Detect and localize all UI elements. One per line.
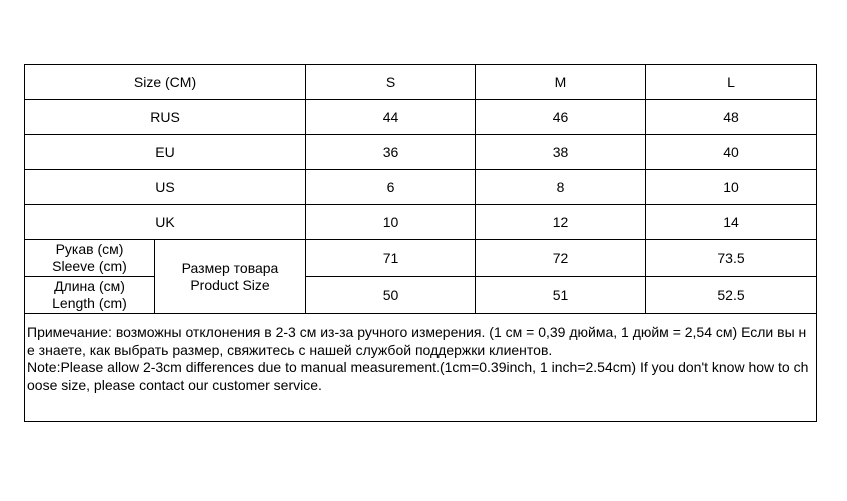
note-cell <box>25 314 817 422</box>
row-label: US <box>25 170 306 205</box>
header-label-cell: Size (CM) <box>25 65 306 100</box>
sleeve-value: 72 <box>476 240 646 277</box>
row-label: RUS <box>25 100 306 135</box>
row-label: EU <box>25 135 306 170</box>
row-eu <box>25 135 817 170</box>
row-value: 12 <box>476 205 646 240</box>
row-label: UK <box>25 205 306 240</box>
sleeve-label-cell <box>25 240 155 277</box>
row-value: 10 <box>646 170 817 205</box>
length-label-ru: Длина (см) <box>54 278 125 294</box>
length-value: 50 <box>306 277 476 314</box>
sleeve-label-ru: Рукав (см) <box>55 241 124 257</box>
product-size-label-en: Product Size <box>190 276 270 293</box>
sleeve-value: 73.5 <box>646 240 817 277</box>
header-size-l: L <box>646 65 817 100</box>
length-label-en: Length (cm) <box>52 295 127 311</box>
header-size-s: S <box>306 65 476 100</box>
row-value: 6 <box>306 170 476 205</box>
row-sleeve <box>25 240 817 277</box>
header-row <box>25 65 817 100</box>
note-text-en: Note:Please allow 2-3cm differences due to manual measurement.(1cm=0.39inch, 1 inch=2.54cm) If you don't know how to choose size, please contact our customer service. <box>27 359 809 393</box>
row-value: 10 <box>306 205 476 240</box>
row-rus <box>25 100 817 135</box>
row-value: 46 <box>476 100 646 135</box>
product-size-cell <box>155 240 306 314</box>
row-value: 38 <box>476 135 646 170</box>
sleeve-label-en: Sleeve (cm) <box>52 258 127 274</box>
length-value: 52.5 <box>646 277 817 314</box>
row-uk <box>25 205 817 240</box>
row-value: 48 <box>646 100 817 135</box>
header-size-m: M <box>476 65 646 100</box>
row-value: 44 <box>306 100 476 135</box>
length-label-cell <box>25 277 155 314</box>
note-text-ru: Примечание: возможны отклонения в 2-3 см из-за ручного измерения. (1 см = 0,39 дюйма, 1 дюйм = 2,54 см) Если вы не знаете, как выбрать размер, свяжитесь с нашей службой поддержки клиентов. <box>27 324 807 358</box>
length-value: 51 <box>476 277 646 314</box>
row-value: 36 <box>306 135 476 170</box>
row-value: 40 <box>646 135 817 170</box>
row-value: 8 <box>476 170 646 205</box>
size-chart-table <box>24 64 817 422</box>
note-row <box>25 314 817 422</box>
row-us <box>25 170 817 205</box>
row-value: 14 <box>646 205 817 240</box>
sleeve-value: 71 <box>306 240 476 277</box>
product-size-label-ru: Размер товара <box>181 259 279 276</box>
row-length <box>25 277 817 314</box>
